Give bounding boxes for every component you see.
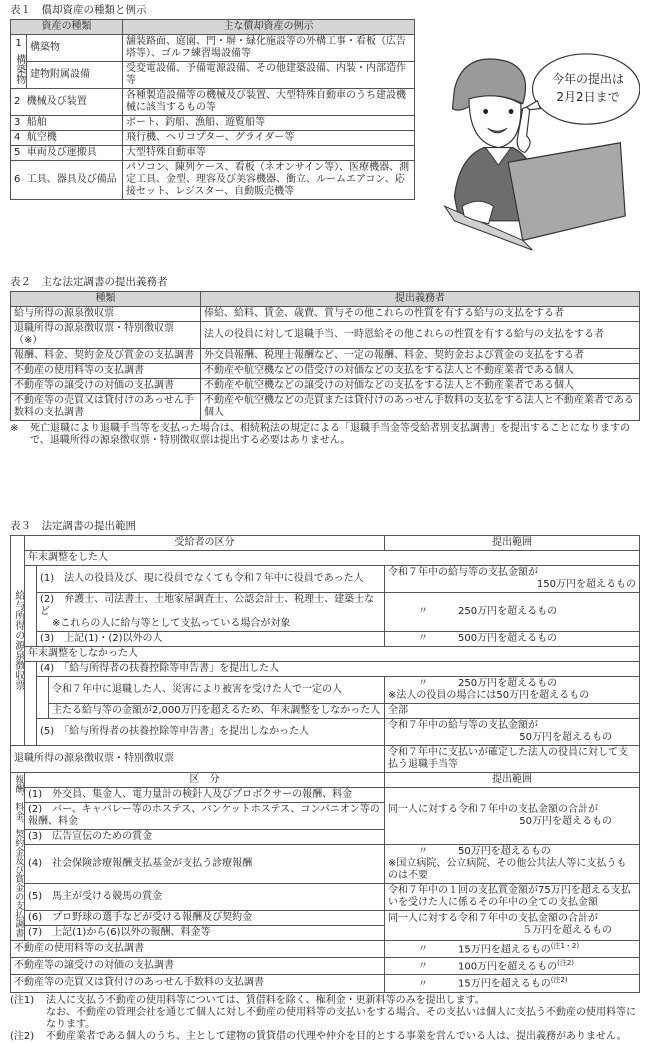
real-estate-label: 不動産等の譲受けの対価の支払調書 bbox=[11, 957, 385, 974]
speech-bubble-text bbox=[538, 70, 638, 106]
category bbox=[37, 592, 385, 631]
category: 令和７年中に退職した人、災害により被害を受けた人で一定の人 bbox=[49, 676, 385, 703]
table-row bbox=[11, 565, 640, 592]
scope-line: 250万円を超えるもの bbox=[458, 605, 558, 617]
ditto-mark: 〃 bbox=[418, 845, 428, 857]
table2-caption: 表２ 主な法定調書の提出義務者 bbox=[10, 276, 168, 288]
obligor: 不動産や航空機などの譲受けの対価などの支払をする法人と不動産業者である個人 bbox=[201, 379, 640, 394]
scope-line: 50万円を超えるもの bbox=[519, 731, 612, 743]
fee-scope bbox=[385, 844, 640, 883]
note-ref: (注1・2) bbox=[550, 941, 580, 950]
fee-category: (1) 外交員、集金人、電力量計の検針人及びプロボクサーの報酬、料金 bbox=[25, 787, 385, 802]
obligor: 外交員報酬、税理士報酬など、一定の報酬、料金、契約金および賞金の支払をする者 bbox=[201, 349, 640, 364]
table-row bbox=[11, 787, 640, 802]
indent bbox=[25, 565, 37, 646]
table-header-row bbox=[11, 20, 415, 35]
table-row bbox=[11, 940, 640, 957]
asset-type-cell bbox=[11, 146, 123, 161]
table-row bbox=[11, 379, 640, 394]
filing-obligors-table bbox=[10, 291, 640, 421]
table-row bbox=[11, 703, 640, 718]
table-row bbox=[11, 745, 640, 772]
table-row bbox=[11, 89, 415, 116]
category-note: ※これらの人に給与等として支払っている場合が対象 bbox=[52, 617, 291, 629]
scope-line: 100万円を超えるもの bbox=[458, 961, 558, 973]
filing-scope-table bbox=[10, 535, 640, 746]
asset-examples: 飛行機、ヘリコプター、グライダー等 bbox=[123, 131, 415, 146]
statement-type: 報酬、料金、契約金及び賞金の支払調書 bbox=[11, 349, 201, 364]
footnote-text: 死亡退職により退職手当等を支払った場合は、相続税法の規定による「退職手当金等受給者別支払調書」を提出することになりますので、退職所得の源泉徴収票・特別徴収票は提出する必要はありません。 bbox=[30, 423, 630, 446]
fee-header-category: 区 分 bbox=[25, 772, 385, 787]
asset-type-cell bbox=[11, 116, 123, 131]
scope-line: ５万円を超えるもの bbox=[522, 925, 612, 937]
fee-scope bbox=[385, 787, 640, 844]
salary-not-adjusted-label: 年末調整をしなかった人 bbox=[25, 646, 640, 661]
category: (3) 上記(1)・(2)以外の人 bbox=[37, 631, 385, 646]
ditto-mark: 〃 bbox=[418, 677, 429, 689]
scope bbox=[385, 676, 640, 703]
category: (5) 「給与所得者の扶養控除等申告書」を提出しなかった人 bbox=[37, 718, 385, 745]
scope-line: 同一人に対する令和７年中の支払金額の合計が bbox=[388, 913, 598, 925]
asset-type: 構築物 bbox=[27, 35, 123, 62]
fee-header-scope: 提出範囲 bbox=[385, 772, 640, 787]
table-row bbox=[11, 116, 415, 131]
header-scope: 提出範囲 bbox=[385, 535, 640, 550]
fee-category: (5) 馬主が受ける競馬の賞金 bbox=[25, 883, 385, 910]
fee-group-label: 報酬、料金、契約金及び賞金の支払調書 bbox=[11, 772, 25, 940]
table-header-row bbox=[11, 292, 640, 307]
fee-category: (7) 上記(1)から(6)以外の報酬、料金等 bbox=[25, 925, 385, 940]
asset-examples: 各種製造設備等の機械及び装置、大型特殊自動車のうち建設機械に該当するもの等 bbox=[123, 89, 415, 116]
table-row bbox=[11, 364, 640, 379]
scope-line: 50万円を超えるもの bbox=[458, 845, 551, 857]
scope-line: 15万円を超えるもの bbox=[458, 943, 551, 955]
note-text: なお、不動産の管理会社を通じて個人に対し不動産の使用料等の支払いをする場合、その支払いは個人に支払う不動産の使用料等になります。 bbox=[46, 1006, 636, 1030]
table-row bbox=[11, 975, 640, 992]
real-estate-scope bbox=[385, 975, 640, 992]
category: (4) 「給与所得者の扶養控除等申告書」を提出した人 bbox=[37, 661, 640, 676]
group-cell bbox=[11, 35, 27, 89]
ditto-mark: 〃 bbox=[418, 961, 428, 973]
asset-examples: 受変電設備、予備電源設備、その他建築設備、内装・内部造作等 bbox=[123, 62, 415, 89]
fee-category: (3) 広告宣伝のための賞金 bbox=[25, 829, 385, 844]
scope-line: 15万円を超えるもの bbox=[458, 978, 551, 990]
note-ref: (注2) bbox=[557, 958, 575, 967]
asset-number: 6 bbox=[14, 174, 21, 185]
indent bbox=[37, 676, 49, 718]
category: 主たる給与等の金額が2,000万円を超えるため、年末調整をしなかった人 bbox=[49, 703, 385, 718]
table1-caption: 表１ 償却資産の種類と例示 bbox=[10, 4, 147, 16]
statement-type: 不動産等の売買又は貸付けのあっせん手数料の支払調書 bbox=[11, 394, 201, 421]
note-text: 法人に支払う不動産の使用料等については、賃借料を除く、権利金・更新料等のみを提出します。 bbox=[46, 994, 485, 1006]
table-row bbox=[11, 592, 640, 631]
table-row bbox=[11, 957, 640, 974]
table-header-row bbox=[11, 772, 640, 787]
header-examples: 主な償却資産の例示 bbox=[123, 20, 415, 35]
note-1 bbox=[10, 995, 640, 1007]
fee-category: (2) バー、キャバレー等のホステス、バンケットホステス、コンパニオン等の報酬、料金 bbox=[25, 802, 385, 829]
table-row bbox=[11, 349, 640, 364]
table-row bbox=[11, 394, 640, 421]
table2-block bbox=[10, 291, 640, 447]
note-ref: (注2) bbox=[550, 976, 568, 985]
ditto-mark: 〃 bbox=[418, 978, 428, 990]
scope-line: 250万円を超えるもの bbox=[458, 677, 558, 689]
table-row bbox=[11, 844, 640, 883]
table-row bbox=[11, 62, 415, 89]
table-row bbox=[11, 646, 640, 661]
header-category: 受給者の区分 bbox=[25, 535, 385, 550]
asset-type: 航空機 bbox=[26, 132, 57, 143]
asset-examples: 舗装路面、庭園、門・塀・緑化施設等の外構工事・看板（広告塔等）、ゴルフ練習場設備等 bbox=[123, 35, 415, 62]
table2-footnote bbox=[10, 423, 640, 447]
statement-type: 不動産等の譲受けの対価の支払調書 bbox=[11, 379, 201, 394]
speech-line-1: 今年の提出は bbox=[551, 72, 624, 86]
category: (1) 法人の役員及び、現に役員でなくても令和７年中に役員であった人 bbox=[37, 565, 385, 592]
asset-type: 車両及び運搬具 bbox=[26, 147, 97, 158]
asset-type: 機械及び装置 bbox=[26, 96, 87, 107]
scope-line: 500万円を超えるもの bbox=[458, 632, 558, 644]
header-asset-type: 資産の種類 bbox=[11, 20, 123, 35]
table-row bbox=[11, 661, 640, 676]
asset-examples: 大型特殊自動車等 bbox=[123, 146, 415, 161]
table-row bbox=[11, 161, 415, 200]
header-obligor: 提出義務者 bbox=[201, 292, 640, 307]
salary-group-label: 給与所得の源泉徴収票 bbox=[11, 535, 25, 745]
asset-type-cell bbox=[11, 131, 123, 146]
asset-number: 5 bbox=[14, 147, 21, 158]
table-row bbox=[11, 131, 415, 146]
table-row bbox=[11, 718, 640, 745]
table1-block bbox=[10, 19, 415, 200]
table-row bbox=[11, 550, 640, 565]
asset-type-cell bbox=[11, 161, 123, 200]
ditto-mark: 〃 bbox=[418, 605, 429, 617]
scope bbox=[385, 718, 640, 745]
scope-line: 同一人に対する令和７年中の支払金額の合計が bbox=[388, 803, 598, 815]
indent bbox=[25, 661, 37, 745]
table-row bbox=[11, 307, 640, 322]
table-row bbox=[11, 631, 640, 646]
group-label: 構築物 bbox=[13, 53, 25, 84]
fee-category: (4) 社会保険診療報酬支払基金が支払う診療報酬 bbox=[25, 844, 385, 883]
scope-line: 50万円を超えるもの bbox=[519, 815, 612, 827]
filing-scope-table-continued bbox=[10, 745, 640, 993]
real-estate-scope bbox=[385, 940, 640, 957]
salary-adjusted-label: 年末調整をした人 bbox=[25, 550, 640, 565]
note-text: 不動産業者である個人のうち、主として建物の賃貸借の代理や仲介を目的とする事業を営んでいる人は、提出義務がありません。 bbox=[46, 1030, 627, 1042]
asset-examples: パソコン、陳列ケース、看板（ネオンサイン等）、医療機器、測定工具、金型、理容及び美容機器、衝立、ルームエアコン、応接セット、レジスター、自動販売機等 bbox=[123, 161, 415, 200]
table-row bbox=[11, 146, 415, 161]
fee-category: (6) プロ野球の選手などが受ける報酬及び契約金 bbox=[25, 910, 385, 925]
header-type: 種類 bbox=[11, 292, 201, 307]
scope bbox=[385, 592, 640, 631]
real-estate-label: 不動産の使用料等の支払調書 bbox=[11, 940, 385, 957]
scope-line: 令和７年中の給与等の支払金額が bbox=[388, 719, 539, 731]
scope-line: 150万円を超えるもの bbox=[536, 578, 636, 590]
asset-number: 3 bbox=[14, 117, 21, 128]
asset-type: 工具、器具及び備品 bbox=[26, 174, 117, 185]
scope-note: ※法人の役員の場合には50万円を超えるもの bbox=[388, 689, 590, 701]
obligor: 不動産や航空機などの借受けの対価などの支払をする法人と不動産業者である個人 bbox=[201, 364, 640, 379]
group-number: 1 bbox=[15, 37, 22, 49]
ditto-mark: 〃 bbox=[418, 632, 429, 644]
obligor: 俸給、給料、賃金、歳費、賞与その他これらの性質を有する給与の支払をする者 bbox=[201, 307, 640, 322]
table-row bbox=[11, 676, 640, 703]
statement-type: 給与所得の源泉徴収票 bbox=[11, 307, 201, 322]
face-icon bbox=[469, 96, 521, 148]
scope-note: ※国立病院、公立病院、その他公共法人等に支払うものは不要 bbox=[388, 857, 627, 881]
obligor: 不動産や航空機などの売買または貸付けのあっせん手数料の支払をする法人と不動産業者である個人 bbox=[201, 394, 640, 421]
note-2 bbox=[10, 1031, 640, 1043]
ditto-mark: 〃 bbox=[418, 943, 428, 955]
table-row bbox=[11, 883, 640, 910]
real-estate-scope bbox=[385, 957, 640, 974]
statement-type: 不動産の使用料等の支払調書 bbox=[11, 364, 201, 379]
table3-notes bbox=[10, 995, 640, 1043]
scope bbox=[385, 565, 640, 592]
depreciable-assets-table bbox=[10, 19, 415, 200]
scope: 全部 bbox=[385, 703, 640, 718]
fee-scope: 令和７年中の１回の支払賞金額が75万円を超える支払いを受けた人に係るその年中の全ての支払金額 bbox=[385, 883, 640, 910]
table-row bbox=[11, 910, 640, 925]
category-text: (2) 弁護士、司法書士、土地家屋調査士、公認会計士、税理士、建築士など bbox=[40, 593, 375, 617]
asset-type-cell bbox=[11, 89, 123, 116]
table3-caption: 表３ 法定調書の提出範囲 bbox=[10, 520, 136, 532]
note-label: (注1) bbox=[10, 994, 35, 1006]
obligor: 法人の役員に対して退職手当、一時恩給その他これらの性質を有する給与の支払をする者 bbox=[201, 322, 640, 349]
fee-scope bbox=[385, 910, 640, 940]
asset-number: 2 bbox=[14, 96, 21, 107]
real-estate-label: 不動産等の売買又は貸付けのあっせん手数料の支払調書 bbox=[11, 975, 385, 992]
table-header-row bbox=[11, 535, 640, 550]
scope-line: 令和７年中の給与等の支払金額が bbox=[388, 566, 539, 578]
scope bbox=[385, 631, 640, 646]
retirement-scope: 令和７年中に支払いが確定した法人の役員に対して支払う退職手当等 bbox=[385, 745, 640, 772]
statement-type: 退職所得の源泉徴収票・特別徴収票 （※） bbox=[11, 322, 201, 349]
asset-examples: ボート、釣船、漁船、遊覧船等 bbox=[123, 116, 415, 131]
note-label: (注2) bbox=[10, 1030, 35, 1042]
asset-type: 建物附属設備 bbox=[27, 62, 123, 89]
table-row bbox=[11, 322, 640, 349]
speech-line-2: 2月2日まで bbox=[556, 90, 620, 104]
retirement-label: 退職所得の源泉徴収票・特別徴収票 bbox=[11, 745, 385, 772]
asset-type: 船舶 bbox=[26, 117, 47, 128]
footnote-mark: ※ bbox=[10, 423, 19, 434]
table-row bbox=[11, 35, 415, 62]
asset-number: 4 bbox=[14, 132, 21, 143]
table3-block bbox=[10, 520, 640, 1043]
